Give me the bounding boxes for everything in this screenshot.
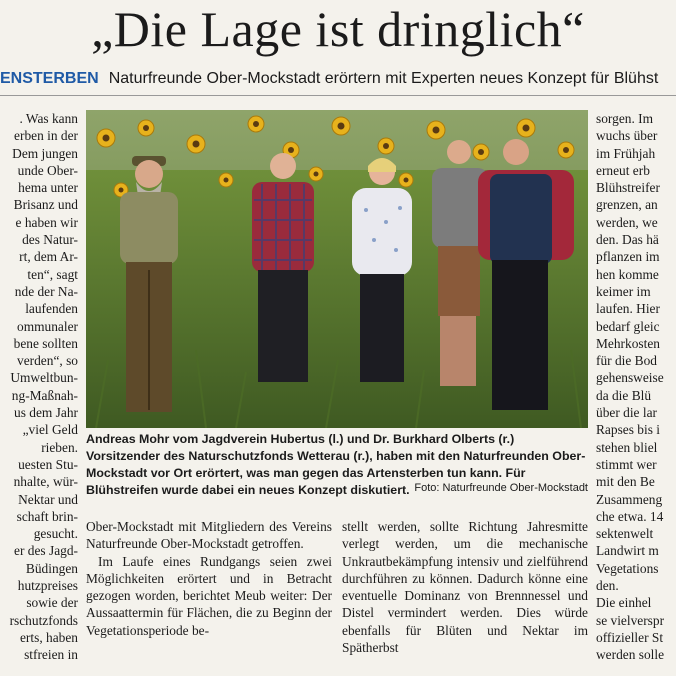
text-line: schaft brin- — [16, 508, 78, 524]
text-line: bene sollten — [13, 335, 78, 351]
text-line: pflanzen im — [596, 249, 660, 265]
text-line: über die lar — [596, 405, 657, 421]
text-line: ten“, sagt — [27, 266, 78, 282]
text-line: erben in der — [14, 128, 78, 144]
text-line: nde der Na- — [14, 283, 78, 299]
text-line: keimer im — [596, 283, 651, 299]
left-text-column — [0, 110, 78, 670]
photo-caption — [86, 431, 588, 503]
text-line: rt, dem Ar- — [19, 249, 78, 265]
text-line: Dem jungen — [12, 145, 78, 161]
text-line: unde Ober- — [17, 162, 78, 178]
text-line: Nektar und — [18, 491, 78, 507]
text-line: da die Blü — [596, 387, 652, 403]
text-line: erneut erb — [596, 162, 650, 178]
text-line: „viel Geld — [22, 422, 78, 438]
text-line: Rapses bis i — [596, 422, 660, 438]
text-line: er des Jagd- — [14, 543, 78, 559]
text-line: se vielverspr — [596, 612, 665, 628]
photo-credit: Foto: Naturfreunde Ober-Mockstadt — [414, 482, 588, 494]
text-line: gesucht. — [33, 526, 78, 542]
text-line: im Frühjah — [596, 145, 656, 161]
text-line: bedarf gleic — [596, 318, 660, 334]
text-line: werden, we — [596, 214, 658, 230]
text-line: den. Das hä — [596, 232, 659, 248]
photo-illustration — [86, 110, 588, 428]
middle-column-1 — [86, 518, 332, 676]
text-line: che etwa. 14 — [596, 508, 664, 524]
paragraph: Im Laufe eines Rundgangs seien zwei Möglichkeiten erörtert und in Betracht gezogen worden, berichtet Meub weiter: Der Aussaattermin für Flächen, die zu Beginn der Vegetationsperiode be- — [86, 553, 332, 638]
text-line: hutzpreises — [17, 578, 78, 594]
text-line: e haben wir — [15, 214, 78, 230]
text-line: stfreien in — [24, 647, 78, 663]
text-line: laufen. Hier — [596, 301, 660, 317]
text-line: uesten Stu- — [18, 456, 78, 472]
text-line: us dem Jahr — [14, 405, 78, 421]
text-line: verden“, so — [17, 353, 78, 369]
subheadline: Naturfreunde Ober-Mockstadt erörtern mit Experten neues Konzept für Blühst — [108, 70, 659, 87]
text-line: nhalte, wür- — [13, 474, 78, 490]
text-line: des Natur- — [22, 232, 78, 248]
text-line: Blühstreifer — [596, 180, 660, 196]
right-text-column — [596, 110, 676, 670]
headline: „Die Lage ist dringlich“ — [91, 1, 585, 57]
text-line: erts, haben — [19, 629, 78, 645]
text-line: laufenden — [25, 301, 78, 317]
text-line: ng-Maßnah- — [11, 387, 78, 403]
header-divider — [0, 95, 676, 96]
text-line: stimmt wer — [596, 456, 657, 472]
text-line: sektenwelt — [596, 526, 654, 542]
text-line: wuchs über — [596, 128, 658, 144]
section-kicker: ENSTERBEN — [0, 70, 99, 87]
text-line: Vegetations — [596, 560, 659, 576]
text-line: Zusammeng — [596, 491, 663, 507]
text-line: Umweltbun- — [10, 370, 78, 386]
text-line: Landwirt m — [596, 543, 659, 559]
text-line: offizieller St — [596, 629, 664, 645]
text-line: Büdingen — [25, 560, 78, 576]
text-line: rieben. — [41, 439, 78, 455]
text-line: rschutzfonds — [9, 612, 78, 628]
text-line: sowie der — [26, 595, 78, 611]
text-line: grenzen, an — [596, 197, 658, 213]
text-line: hen komme — [596, 266, 659, 282]
text-line: werden solle — [596, 647, 665, 663]
paragraph: Ober-Mockstadt mit Mitgliedern des Vereins Naturfreunde Ober-Mockstadt getroffen. — [86, 519, 332, 552]
text-line: Die einhel — [596, 595, 652, 611]
text-line: den. — [596, 578, 619, 594]
text-line: Brisanz und — [13, 197, 78, 213]
text-line: stehen bliel — [596, 439, 658, 455]
paragraph: stellt werden, sollte Richtung Jahresmitte verlegt werden, um die mechanische Unkrautbekämpfung intensiv und zielführend durchführen zu können. Dadurch könne eine eventuelle Dominanz von Brennnessel und Distel vermindert werden. Dies würde ebenfalls für Blüten und Nektar im Spätherbst — [342, 519, 588, 656]
text-line: sorgen. Im — [596, 111, 654, 126]
text-line: hema unter — [18, 180, 78, 196]
text-line: ommunaler — [17, 318, 78, 334]
text-line: mit den Be — [596, 474, 655, 490]
text-line: für die Bod — [596, 353, 657, 369]
text-line: . Was kann — [19, 111, 78, 126]
article-photo — [86, 110, 588, 428]
subheadline-row — [0, 66, 676, 92]
middle-column-2 — [342, 518, 588, 676]
caption-text: Andreas Mohr vom Jagdverein Hubertus (l.) und Dr. Burkhard Olberts (r.) Vorsitzender des Naturschutzfonds Wetterau (r.), haben mit den Naturfreunden Ober-Mockstadt vor Ort erörtert, was man gegen das Artensterben tun kann. Für Blühstreifen wurde dabei ein neues Konzept diskutiert. — [86, 432, 586, 497]
text-line: Mehrkosten — [596, 335, 660, 351]
text-line: gehensweise — [596, 370, 664, 386]
